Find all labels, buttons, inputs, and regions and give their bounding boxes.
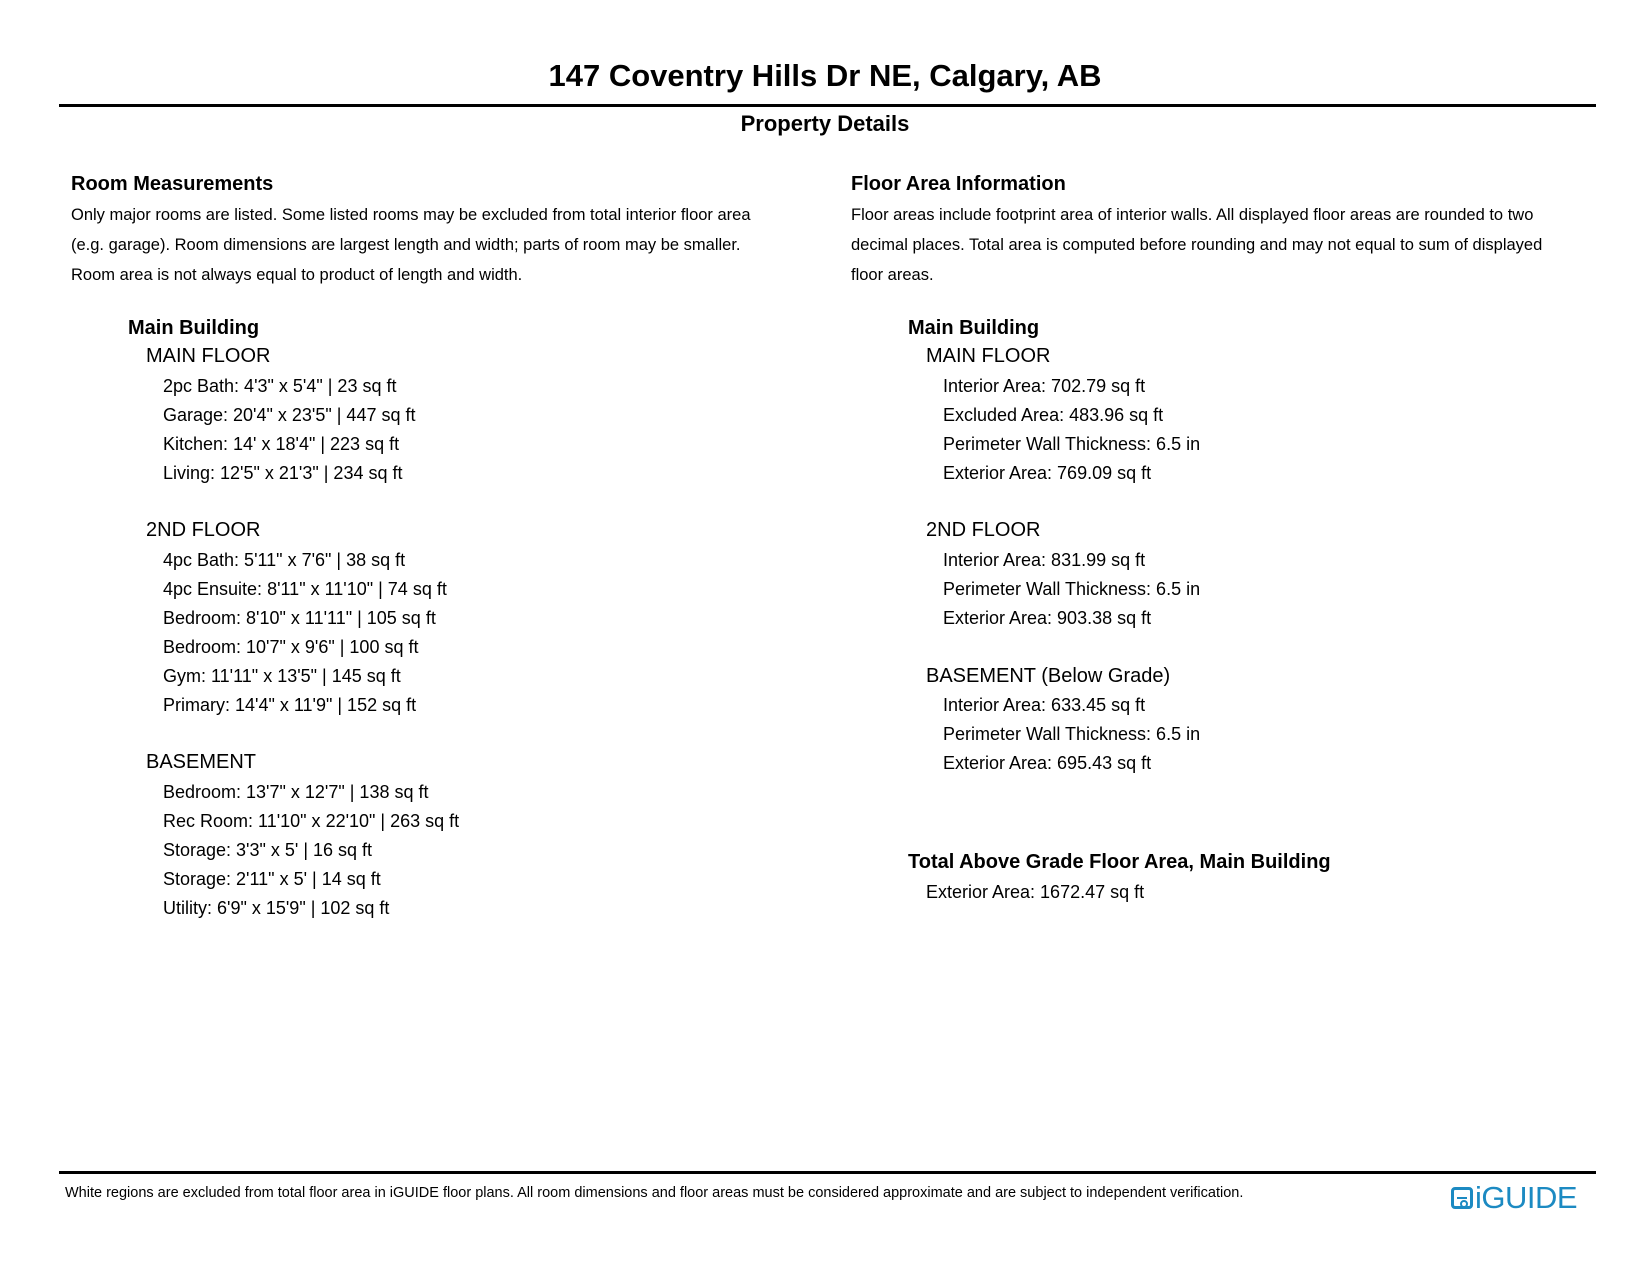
room-line: Storage: 2'11" x 5' | 14 sq ft [163,869,381,889]
room-line: Utility: 6'9" x 15'9" | 102 sq ft [163,898,390,918]
room-line: Garage: 20'4" x 23'5" | 447 sq ft [163,405,416,425]
right-floor-label-main: MAIN FLOOR [926,345,1051,367]
room-line: Kitchen: 14' x 18'4" | 223 sq ft [163,434,400,454]
header-divider [59,104,1596,107]
area-line: Exterior Area: 903.38 sq ft [943,608,1152,628]
footer-divider [59,1171,1596,1174]
total-area-heading: Total Above Grade Floor Area, Main Building [908,851,1331,873]
right-floor-label-basement: BASEMENT (Below Grade) [926,665,1171,687]
logo-text: iGUIDE [1475,1180,1578,1215]
area-line: Interior Area: 633.45 sq ft [943,695,1146,715]
left-floor-label-basement: BASEMENT [146,751,257,773]
camera-icon [1451,1187,1473,1209]
room-line: Bedroom: 10'7" x 9'6" | 100 sq ft [163,637,419,657]
intro-line: decimal places. Total area is computed before rounding and may not equal to sum of displayed [851,236,1543,254]
room-line: Bedroom: 8'10" x 11'11" | 105 sq ft [163,608,436,628]
footer-disclaimer: White regions are excluded from total floor area in iGUIDE floor plans. All room dimensions and floor areas must be considered approximate and are subject to independent verification. [65,1185,1244,1201]
left-building-heading: Main Building [128,317,260,339]
room-measurements-section [71,170,811,290]
page-subtitle: Property Details [740,111,910,136]
intro-line: floor areas. [851,266,934,284]
area-line: Perimeter Wall Thickness: 6.5 in [943,724,1201,744]
floor-area-heading: Floor Area Information [851,173,1066,195]
room-line: 4pc Ensuite: 8'11" x 11'10" | 74 sq ft [163,579,447,599]
room-line: 2pc Bath: 4'3" x 5'4" | 23 sq ft [163,376,397,396]
room-line: Primary: 14'4" x 11'9" | 152 sq ft [163,695,417,715]
left-floor-label-2nd: 2ND FLOOR [146,519,261,541]
left-floor-label-main: MAIN FLOOR [146,345,271,367]
intro-line: Only major rooms are listed. Some listed rooms may be excluded from total interior floor area [71,206,751,224]
area-line: Perimeter Wall Thickness: 6.5 in [943,579,1201,599]
right-building-heading: Main Building [908,317,1040,339]
intro-line: Floor areas include footprint area of interior walls. All displayed floor areas are rounded to two [851,206,1534,224]
intro-line: Room area is not always equal to product of length and width. [71,266,523,284]
page-title: 147 Coventry Hills Dr NE, Calgary, AB [548,58,1102,93]
right-floor-label-2nd: 2ND FLOOR [926,519,1041,541]
total-area-value: Exterior Area: 1672.47 sq ft [926,882,1145,902]
room-line: Bedroom: 13'7" x 12'7" | 138 sq ft [163,782,429,802]
floor-area-intro [851,200,1611,290]
room-line: 4pc Bath: 5'11" x 7'6" | 38 sq ft [163,550,406,570]
area-line: Interior Area: 831.99 sq ft [943,550,1146,570]
room-measurements-heading: Room Measurements [71,173,274,195]
room-measurements-intro [71,200,811,290]
area-line: Perimeter Wall Thickness: 6.5 in [943,434,1201,454]
area-line: Interior Area: 702.79 sq ft [943,376,1146,396]
intro-line: (e.g. garage). Room dimensions are largest length and width; parts of room may be smaller. [71,236,741,254]
area-line: Exterior Area: 695.43 sq ft [943,753,1152,773]
area-line: Exterior Area: 769.09 sq ft [943,463,1152,483]
area-line: Excluded Area: 483.96 sq ft [943,405,1164,425]
room-line: Storage: 3'3" x 5' | 16 sq ft [163,840,373,860]
room-line: Gym: 11'11" x 13'5" | 145 sq ft [163,666,401,686]
room-line: Living: 12'5" x 21'3" | 234 sq ft [163,463,403,483]
floor-area-section [851,170,1611,290]
room-line: Rec Room: 11'10" x 22'10" | 263 sq ft [163,811,460,831]
iguide-logo [1451,1180,1577,1216]
